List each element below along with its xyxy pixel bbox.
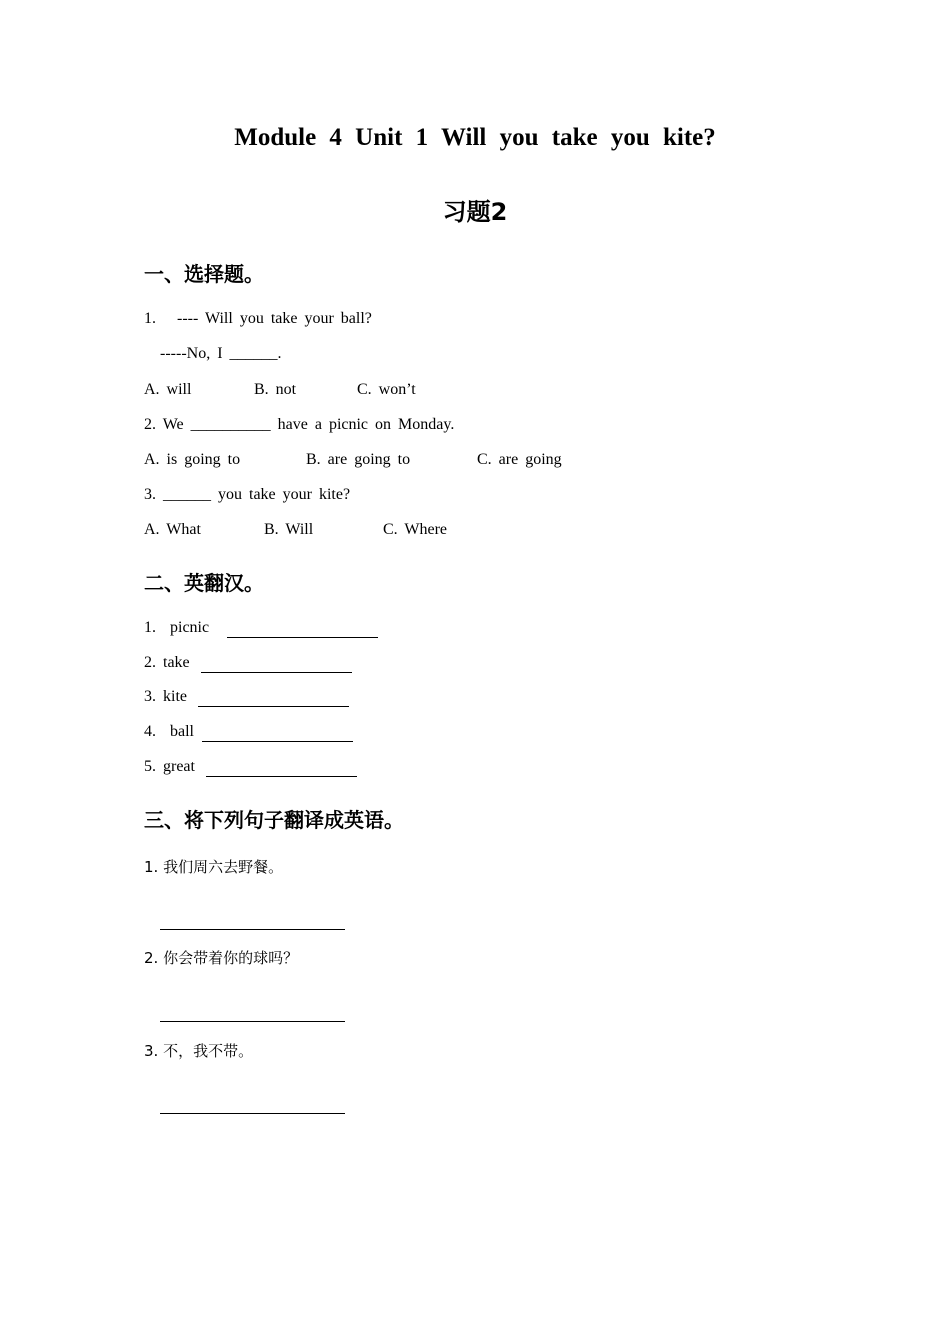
translate-item-2: 2. take xyxy=(144,654,190,671)
question-3-option-c: C. Where xyxy=(383,521,448,538)
question-1-option-c: C. won’t xyxy=(357,381,416,398)
translate-item-4: 4. ball xyxy=(144,723,194,740)
sentence-answer-blank-3[interactable] xyxy=(160,1113,345,1114)
question-1-answer-line: -----No, I ______. xyxy=(160,345,282,362)
question-1-option-a: A. will xyxy=(144,381,192,398)
section-heading-cn-to-en: 三、将下列句子翻译成英语。 xyxy=(144,808,404,832)
question-1-prompt: 1. ---- Will you take your ball? xyxy=(144,310,372,327)
section-heading-en-to-cn: 二、英翻汉。 xyxy=(144,571,264,595)
question-2-option-a: A. is going to xyxy=(144,451,241,468)
answer-blank-1[interactable] xyxy=(227,637,378,638)
question-3-prompt: 3. ______ you take your kite? xyxy=(144,486,351,503)
section-heading-choice: 一、选择题。 xyxy=(144,262,264,286)
question-1-option-b: B. not xyxy=(254,381,297,398)
question-3-option-a: A. What xyxy=(144,521,201,538)
sentence-item-3: 3. 不，我不带。 xyxy=(144,1042,254,1060)
question-2-option-b: B. are going to xyxy=(306,451,411,468)
sentence-item-2: 2. 你会带着你的球吗？ xyxy=(144,949,299,967)
question-2-prompt: 2. We __________ have a picnic on Monday. xyxy=(144,416,455,433)
answer-blank-5[interactable] xyxy=(206,776,357,777)
page-subtitle: 习题2 xyxy=(442,198,508,226)
page-title: Module 4 Unit 1 Will you take you kite? xyxy=(234,124,716,151)
question-2-option-c: C. are going xyxy=(477,451,562,468)
answer-blank-2[interactable] xyxy=(201,672,352,673)
sentence-answer-blank-2[interactable] xyxy=(160,1021,345,1022)
answer-blank-3[interactable] xyxy=(198,706,349,707)
translate-item-1: 1. picnic xyxy=(144,619,210,636)
answer-blank-4[interactable] xyxy=(202,741,353,742)
sentence-answer-blank-1[interactable] xyxy=(160,929,345,930)
translate-item-3: 3. kite xyxy=(144,688,187,705)
translate-item-5: 5. great xyxy=(144,758,195,775)
sentence-item-1: 1. 我们周六去野餐。 xyxy=(144,858,284,876)
question-3-option-b: B. Will xyxy=(264,521,314,538)
